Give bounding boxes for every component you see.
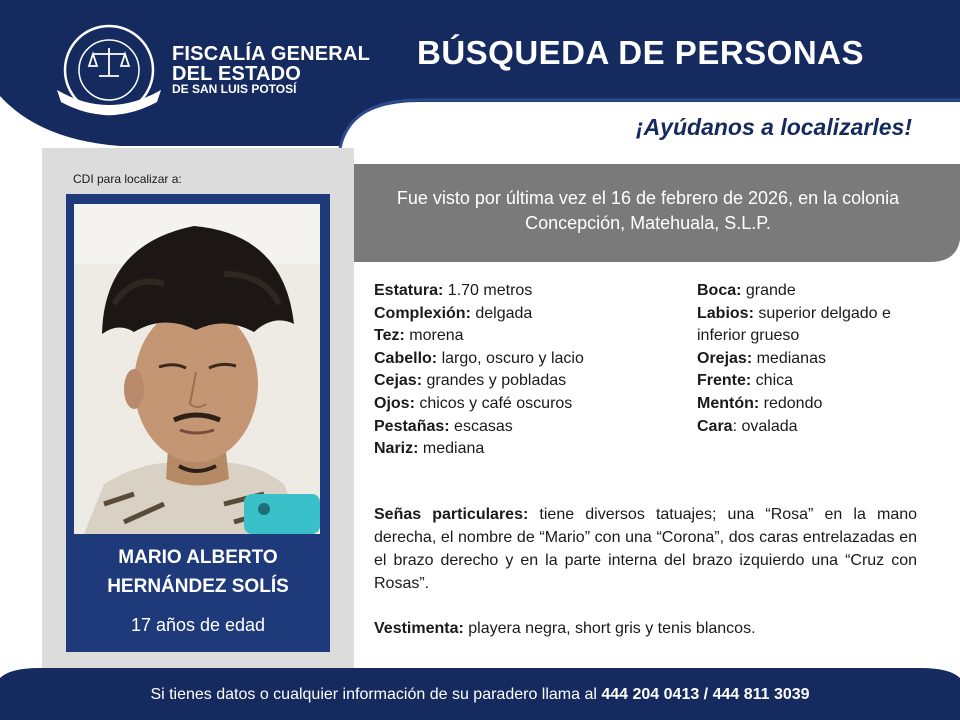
feature-menton: Mentón: redondo xyxy=(697,394,823,412)
senas-particulares xyxy=(374,503,917,595)
features-right xyxy=(697,280,927,438)
last-seen-text: Fue visto por última vez el 16 de febrero de 2026, en la colonia Concepción, Matehuala, S.L.P. xyxy=(396,188,900,233)
org-name-line2: DEL ESTADO xyxy=(172,63,302,85)
feature-nariz: Nariz: mediana xyxy=(374,440,485,458)
feature-estatura: Estatura: 1.70 metros xyxy=(374,282,533,299)
person-age: 17 años de edad xyxy=(130,615,266,635)
feature-tez: Tez: morena xyxy=(374,327,464,345)
senas-value: tiene diversos tatuajes; una “Rosa” en la mano derecha, el nombre de “Mario” con una “Corona”, dos caras entrelazadas en el brazo derecho y en la parte interna del brazo izquierdo una “Cruz con Rosas”. xyxy=(374,506,918,592)
cdi-label: CDI para localizar a: xyxy=(73,172,182,186)
footer-phones[interactable]: 444 204 0413 / 444 811 3039 xyxy=(601,686,810,703)
feature-ojos: Ojos: chicos y café oscuros xyxy=(374,394,573,412)
feature-orejas: Orejas: medianas xyxy=(697,349,826,367)
feature-cara: Cara: ovalada xyxy=(697,417,798,435)
feature-labios: Labios: superior delgado e inferior grueso xyxy=(697,304,891,345)
vestimenta xyxy=(374,617,917,640)
features-left xyxy=(374,280,686,461)
feature-complexion: Complexión: delgada xyxy=(374,304,533,322)
org-state: DE SAN LUIS POTOSÍ xyxy=(172,82,297,96)
senas-label: Señas particulares: xyxy=(374,506,529,523)
footer-text: Si tienes datos o cualquier información de su paradero llama al xyxy=(150,686,602,703)
org-name-line1: FISCALÍA GENERAL xyxy=(172,43,371,65)
feature-pestanas: Pestañas: escasas xyxy=(374,417,513,435)
vestimenta-value: playera negra, short gris y tenis blancos. xyxy=(463,620,756,637)
footer-contact xyxy=(0,686,960,704)
page-subtitle: ¡Ayúdanos a localizarles! xyxy=(635,114,912,140)
feature-frente: Frente: chica xyxy=(697,372,794,390)
page-title: BÚSQUEDA DE PERSONAS xyxy=(417,34,865,71)
person-name-line1: MARIO ALBERTO xyxy=(118,547,278,568)
vestimenta-label: Vestimenta: xyxy=(374,620,464,637)
feature-cabello: Cabello: largo, oscuro y lacio xyxy=(374,349,584,367)
feature-cejas: Cejas: grandes y pobladas xyxy=(374,372,567,390)
feature-boca: Boca: grande xyxy=(697,282,796,299)
person-name-line2: HERNÁNDEZ SOLÍS xyxy=(107,576,289,597)
